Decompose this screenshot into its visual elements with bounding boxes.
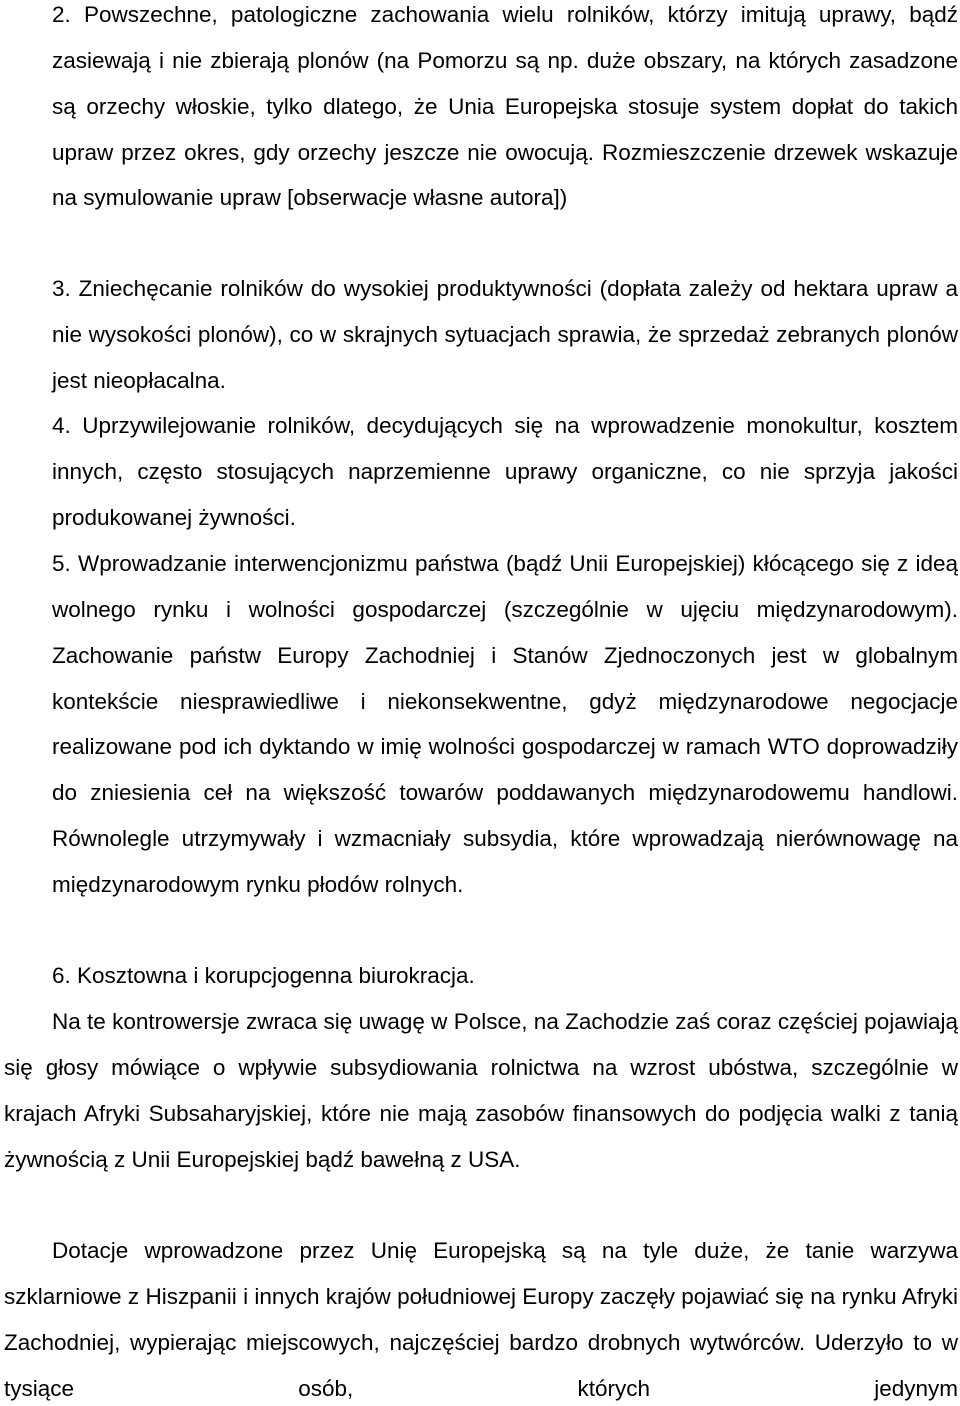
list-item-number: 5. bbox=[52, 551, 71, 576]
list-item-5 bbox=[52, 541, 958, 908]
list-item-text: Uprzywilejowanie rolników, decydujących się na wprowadzenie monokultur, kosztem innych, często stosujących naprzemienne uprawy organiczne, co nie sprzyja jakości produkowanej żywności. bbox=[52, 413, 958, 530]
list-item-text: Zniechęcanie rolników do wysokiej produktywności (dopłata zależy od hektara upraw a nie wysokości plonów), co w skrajnych sytuacjach sprawia, że sprzedaż zebranych plonów jest nieopłacalna. bbox=[52, 276, 958, 393]
list-item-text: Kosztowna i korupcjogenna biurokracja. bbox=[77, 963, 475, 988]
list-item-text: Powszechne, patologiczne zachowania wielu rolników, którzy imitują uprawy, bądź zasiewają i nie zbierają plonów (na Pomorzu są np. duże obszary, na których zasadzone są orzechy włoskie, tylko dlatego, że Unia Europejska stosuje system dopłat do takich upraw przez okres, gdy orzechy jeszcze nie owocują. Rozmieszczenie drzewek wskazuje na symulowanie upraw [obserwacje własne autora]) bbox=[52, 2, 958, 211]
list-item-6 bbox=[52, 953, 958, 999]
list-item-2 bbox=[52, 0, 958, 221]
list-item-4 bbox=[52, 403, 958, 541]
list-item-number: 6. bbox=[52, 963, 71, 988]
list-item-number: 3. bbox=[52, 276, 71, 301]
body-paragraph: Na te kontrowersje zwraca się uwagę w Polsce, na Zachodzie zaś coraz częściej pojawiają się głosy mówiące o wpływie subsydiowania rolnictwa na wzrost ubóstwa, szczególnie w krajach Afryki Subsaharyjskiej, które nie mają zasobów finansowych do podjęcia walki z tanią żywnością z Unii Europejskiej bądź bawełną z USA. bbox=[4, 1009, 958, 1172]
list-item-3 bbox=[52, 266, 958, 404]
list-item-text: Wprowadzanie interwencjonizmu państwa (bądź Unii Europejskiej) kłócącego się z ideą wolnego rynku i wolności gospodarczej (szczególnie w ujęciu międzynarodowym). Zachowanie państw Europy Zachodniej i Stanów Zjednoczonych jest w globalnym kontekście niesprawiedliwe i niekonsekwentne, gdyż międzynarodowe negocjacje realizowane pod ich dyktando w imię wolności gospodarczej w ramach WTO doprowadziły do zniesienia ceł na większość towarów poddawanych międzynarodowemu handlowi. Równolegle utrzymywały i wzmacniały subsydia, które wprowadzają nierównowagę na międzynarodowym rynku płodów rolnych. bbox=[52, 551, 958, 897]
list-item-number: 4. bbox=[52, 413, 71, 438]
body-paragraph: Dotacje wprowadzone przez Unię Europejską są na tyle duże, że tanie warzywa szklarniowe z Hiszpanii i innych krajów południowej Europy zaczęły pojawiać się na rynku Afryki Zachodniej, wypierając miejscowych, najczęściej bardzo drobnych wytwórców. Uderzyło to w tysiące osób, których jedynym bbox=[4, 1238, 958, 1401]
list-item-number: 2. bbox=[52, 2, 71, 27]
